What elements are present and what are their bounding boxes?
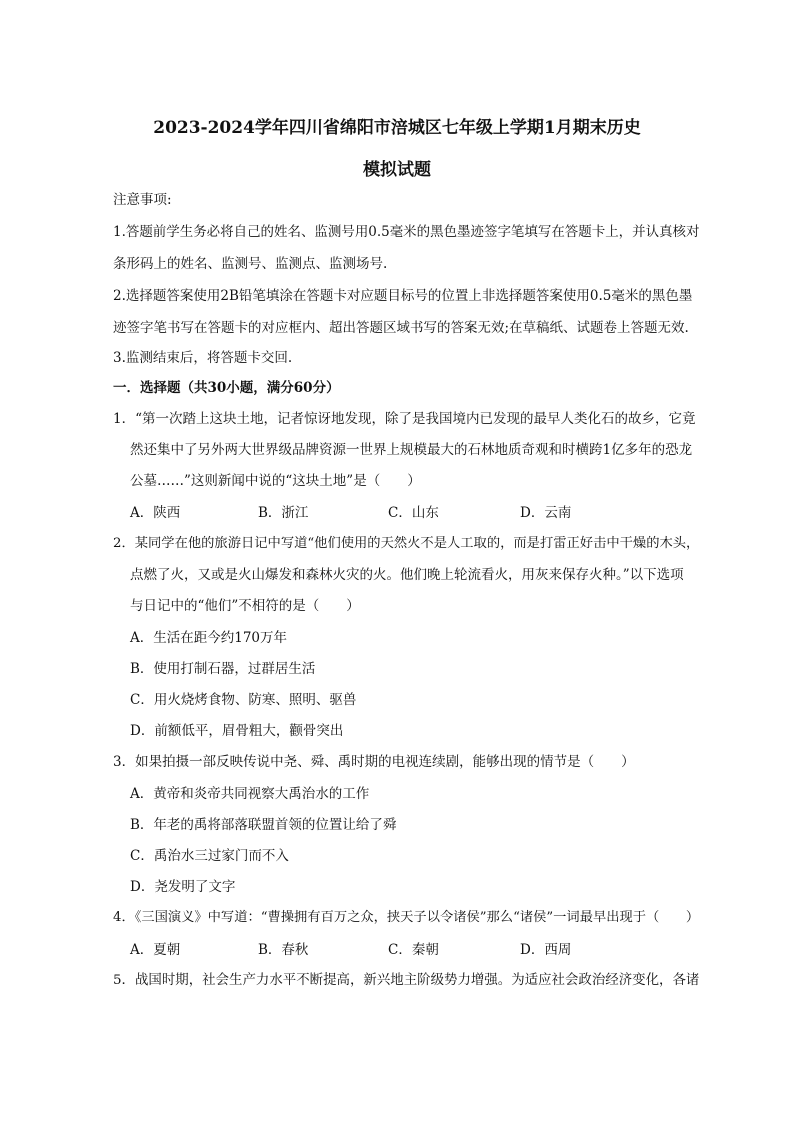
q1-stem-line-1: 1．“第一次踏上这块土地，记者惊讶地发现，除了是我国境内已发现的最早人类化石的故乡，它竟 [113,411,696,427]
q4-option-d: D．西周 [520,942,572,958]
q2-option-a: A．生活在距今约170万年 [130,630,288,646]
q2-option-d: D．前额低平，眉骨粗大，颧骨突出 [130,723,344,739]
q1-option-c: C．山东 [388,505,439,521]
q3-option-b: B．年老的禹将部落联盟首领的位置让给了舜 [130,817,397,833]
q1-stem-line-3: 公墓……”这则新闻中说的“这块土地”是（ ） [130,473,421,489]
q1-option-a: A．陕西 [130,505,181,521]
q4-stem-line-1: 4．《三国演义》中写道：“曹操拥有百万之众，挟天子以令诸侯”那么“诸侯”一词最早出现于（ ） [113,910,700,925]
note-3: 3.监测结束后，将答题卡交回. [113,350,293,366]
q4-option-c: C．秦朝 [388,942,439,958]
q3-option-a: A．黄帝和炎帝共同视察大禹治水的工作 [130,786,370,802]
note-2-line-2: 迹签字笔书写在答题卡的对应框内、超出答题区域书写的答案无效;在草稿纸、试题卷上答题无效. [113,320,689,336]
q5-stem-line-1: 5．战国时期，社会生产力水平不断提高，新兴地主阶级势力增强。为适应社会政治经济变化，各诸 [113,973,700,988]
q2-option-c: C．用火烧烤食物、防寒、照明、驱兽 [130,692,357,708]
q3-stem-line-1: 3．如果拍摄一部反映传说中尧、舜、禹时期的电视连续剧，能够出现的情节是（ ） [113,754,635,770]
q2-stem-line-1: 2．某同学在他的旅游日记中写道“他们使用的天然火不是人工取的，而是打雷正好击中干燥的木头， [113,536,700,551]
section-heading: 一．选择题（共30小题，满分60分） [113,380,340,396]
q1-option-d: D．云南 [520,505,572,521]
note-1-line-1: 1.答题前学生务必将自己的姓名、监测号用0.5毫米的黑色墨迹签字笔填写在答题卡上，并认真核对 [113,224,700,240]
exam-title-line2: 模拟试题 [363,160,431,180]
notes-heading: 注意事项: [113,192,172,208]
q1-options [130,504,690,522]
exam-title-line1: 2023-2024学年四川省绵阳市涪城区七年级上学期1月期末历史 [153,118,641,138]
note-1-line-2: 条形码上的姓名、监测号、监测点、监测场号. [113,256,388,272]
q2-stem-line-2: 点燃了火，又或是火山爆发和森林火灾的火。他们晚上轮流看火，用灰来保存火种。”以下选项 [130,567,684,583]
q4-option-b: B．春秋 [258,942,309,958]
q4-options [130,941,690,959]
note-2-line-1: 2.选择题答案使用2B铅笔填涂在答题卡对应题目标号的位置上非选择题答案使用0.5毫米的黑色墨 [113,288,693,304]
q2-option-b: B．使用打制石器，过群居生活 [130,661,316,677]
q4-option-a: A．夏朝 [130,942,181,958]
q1-option-b: B．浙江 [258,505,309,521]
q1-stem-line-2: 然还集中了另外两大世界级品牌资源一世界上规模最大的石林地质奇观和时横跨1亿多年的恐龙 [130,442,693,458]
q3-option-d: D．尧发明了文字 [130,879,236,895]
q3-option-c: C．禹治水三过家门而不入 [130,848,289,864]
q2-stem-line-3: 与日记中的“他们”不相符的是（ ） [130,598,360,614]
